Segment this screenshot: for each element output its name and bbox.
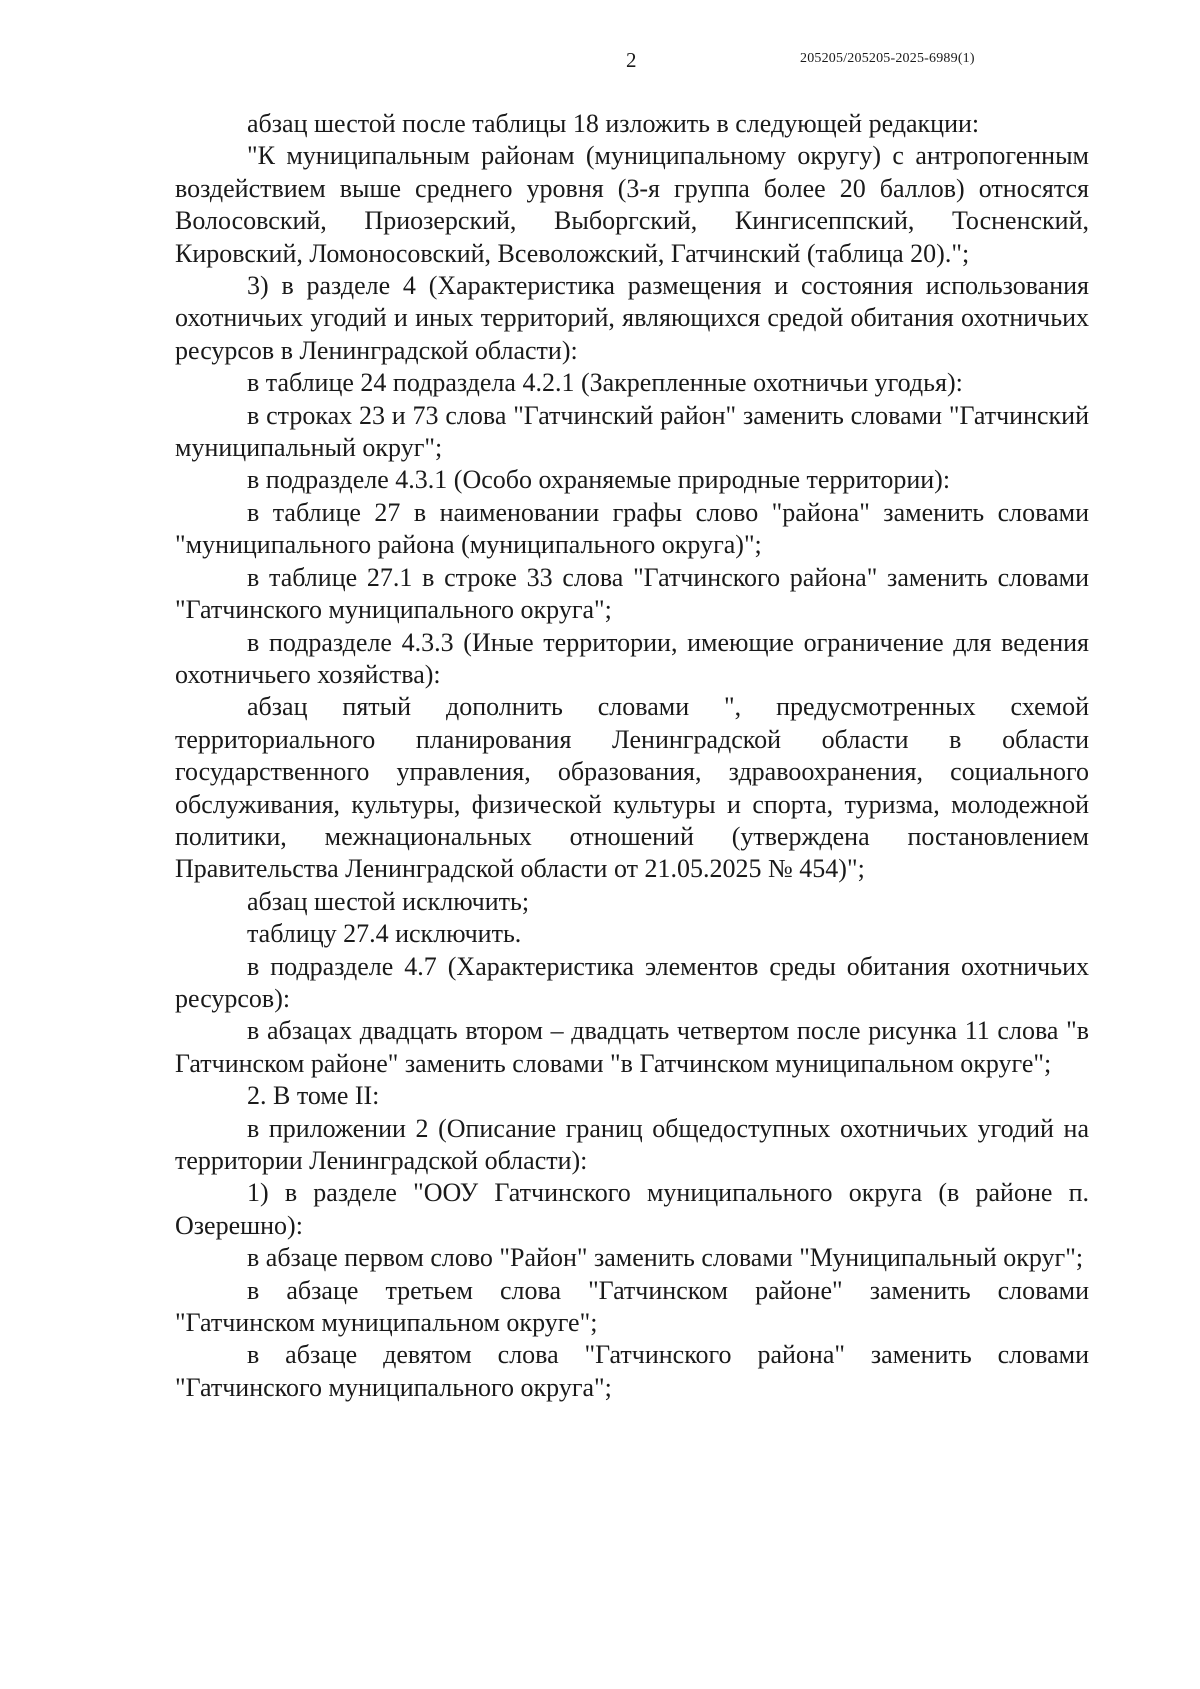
paragraph: в подразделе 4.7 (Характеристика элементов среды обитания охотничьих ресурсов): [175, 951, 1089, 1013]
paragraph: абзац шестой после таблицы 18 изложить в следующей редакции: [247, 109, 980, 138]
paragraph: в подразделе 4.3.1 (Особо охраняемые природные территории): [247, 465, 951, 495]
paragraph: в приложении 2 (Описание границ общедоступных охотничьих угодий на территории Ленинградской области): [175, 1113, 1089, 1175]
document-body [175, 108, 1089, 1404]
paragraph: 1) в разделе "ООУ Гатчинского муниципального округа (в районе п. Озерешно): [175, 1178, 1089, 1240]
paragraph: абзац пятый дополнить словами ", предусмотренных схемой территориального планирования Ленинградской области в области государственного управления, образования, здравоохранения, социального обслуживания, культуры, физической культуры и спорта, туризма, молодежной политики, межнациональных отношений (утверждена постановлением Правительства Ленинградской области от 21.05.2025 № 454)"; [175, 692, 1089, 884]
paragraph: 3) в разделе 4 (Характеристика размещения и состояния использования охотничьих угодий и иных территорий, являющихся средой обитания охотничьих ресурсов в Ленинградской области): [175, 271, 1089, 365]
paragraph: в абзаце девятом слова "Гатчинского района" заменить словами "Гатчинского муниципального округа"; [175, 1340, 1089, 1402]
paragraph: в строках 23 и 73 слова "Гатчинский район" заменить словами "Гатчинский муниципальный округ"; [175, 400, 1089, 463]
document-id: 205205/205205-2025-6989(1) [800, 51, 975, 66]
paragraph: таблицу 27.4 исключить. [247, 919, 522, 949]
paragraph: "К муниципальным районам (муниципальному округу) с антропогенным воздействием выше среднего уровня (3-я группа более 20 баллов) относятся Волосовский, Приозерский, Выборгский, Кингисеппский, Тосненский, Кировский, Ломоносовский, Всеволожский, Гатчинский (таблица 20)."; [175, 141, 1089, 268]
paragraph: в таблице 27 в наименовании графы слово "района" заменить словами "муниципального района (муниципального округа)"; [175, 497, 1089, 560]
paragraph: в таблице 27.1 в строке 33 слова "Гатчинского района" заменить словами "Гатчинского муниципального округа"; [175, 562, 1089, 625]
paragraph: абзац шестой исключить; [247, 886, 530, 916]
paragraph: в подразделе 4.3.3 (Иные территории, имеющие ограничение для ведения охотничьего хозяйства): [175, 627, 1089, 689]
paragraph: в абзаце третьем слова "Гатчинском районе" заменить словами "Гатчинском муниципальном округе"; [175, 1275, 1089, 1338]
page-number: 2 [626, 48, 637, 72]
paragraph: в абзацах двадцать втором – двадцать четвертом после рисунка 11 слова "в Гатчинском районе" заменить словами "в Гатчинском муниципальном округе"; [175, 1016, 1089, 1078]
paragraph: в абзаце первом слово "Район" заменить словами "Муниципальный округ"; [247, 1243, 1084, 1273]
paragraph: в таблице 24 подраздела 4.2.1 (Закрепленные охотничьи угодья): [247, 368, 963, 398]
paragraph: 2. В томе II: [247, 1081, 380, 1111]
